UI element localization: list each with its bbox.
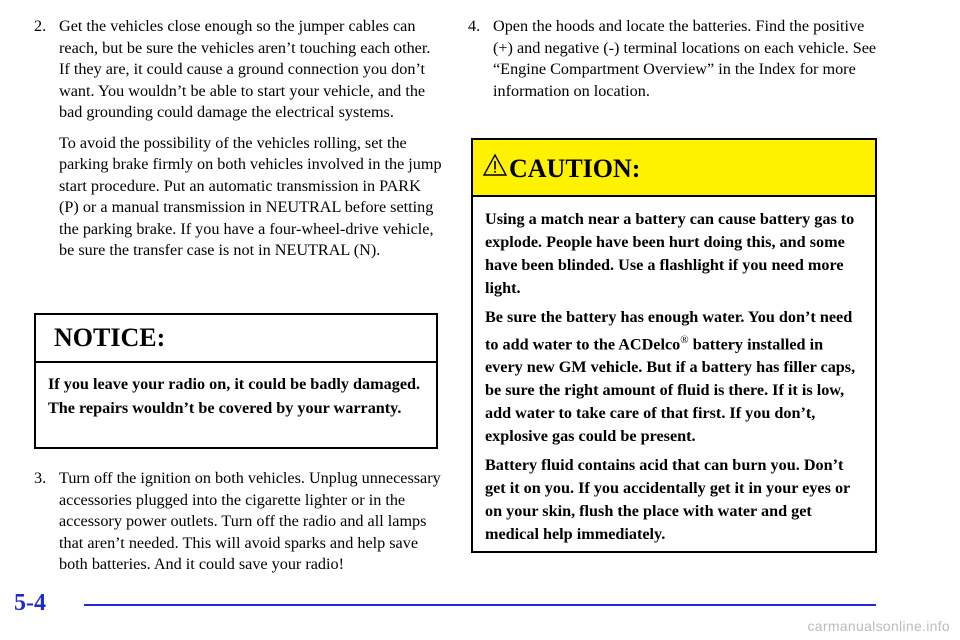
right-column (468, 16, 878, 102)
step-4-number: 4. (468, 17, 481, 35)
caution-paragraph-3: Battery fluid contains acid that can burn you. Don’t get it on you. If you accidentally get it in your eyes or on your skin, flush the place with water and get medical help immediately. (485, 456, 850, 544)
warning-triangle-icon (483, 154, 507, 176)
watermark: carmanualsonline.info (807, 618, 950, 634)
step-2 (34, 16, 442, 124)
step-3-text: Turn off the ignition on both vehicles. Unplug unnecessary accessories plugged into the cigarette lighter or in the accessory power outlets. Turn off the radio and all lamps that aren’t needed. This will avoid sparks and help save both batteries. And it could save your radio! (59, 469, 441, 573)
step-2-text: Get the vehicles close enough so the jumper cables can reach, but be sure the vehicles aren’t touching each other. If they are, it could cause a ground connection you don’t want. You wouldn’t be able to start your vehicle, and the bad grounding could damage the electrical systems. (59, 17, 431, 121)
step-2-followup: To avoid the possibility of the vehicles rolling, set the parking brake firmly on both vehicles involved in the jump start procedure. Put an automatic transmission in PARK (P) or a manual transmission in NEUTRAL before setting the parking brake. If you have a four-wheel-drive vehicle, be sure the transfer case is not in NEUTRAL (N). (59, 133, 442, 259)
caution-paragraph-1: Using a match near a battery can cause battery gas to explode. People have been hurt doing this, and some have been blinded. Use a flashlight if you need more light. (485, 210, 855, 297)
page-number: 5-4 (14, 590, 46, 616)
step-4 (468, 16, 878, 102)
step-3-number: 3. (34, 469, 47, 487)
notice-title: NOTICE: (36, 315, 436, 363)
caution-body (473, 197, 875, 546)
caution-box (471, 138, 877, 553)
notice-text: If you leave your radio on, it could be badly damaged. The repairs wouldn’t be covered by your warranty. (48, 375, 421, 417)
step-3 (34, 468, 442, 576)
caution-title: CAUTION: (509, 154, 641, 183)
caution-paragraph-2 (485, 306, 863, 448)
caution-paragraph-2-end: battery installed in every new GM vehicle. But if a battery has filler caps, be sure the right amount of fluid is there. If it is low, add water to take care of that first. If you don’t, explosive gas could be present. (485, 335, 856, 446)
registered-mark: ® (680, 334, 689, 346)
step-3-block (34, 468, 442, 576)
notice-box (34, 313, 438, 449)
caution-header (473, 140, 875, 197)
left-column (34, 16, 442, 262)
footer-rule (84, 604, 876, 606)
step-2-number: 2. (34, 17, 47, 35)
step-4-text: Open the hoods and locate the batteries. Find the positive (+) and negative (-) terminal locations on each vehicle. See “Engine Compartment Overview” in the Index for more information on location. (493, 17, 877, 100)
caution-paragraph-2-start: Be sure the battery has enough water. You don’t need to add water to the ACDelco (485, 308, 853, 354)
